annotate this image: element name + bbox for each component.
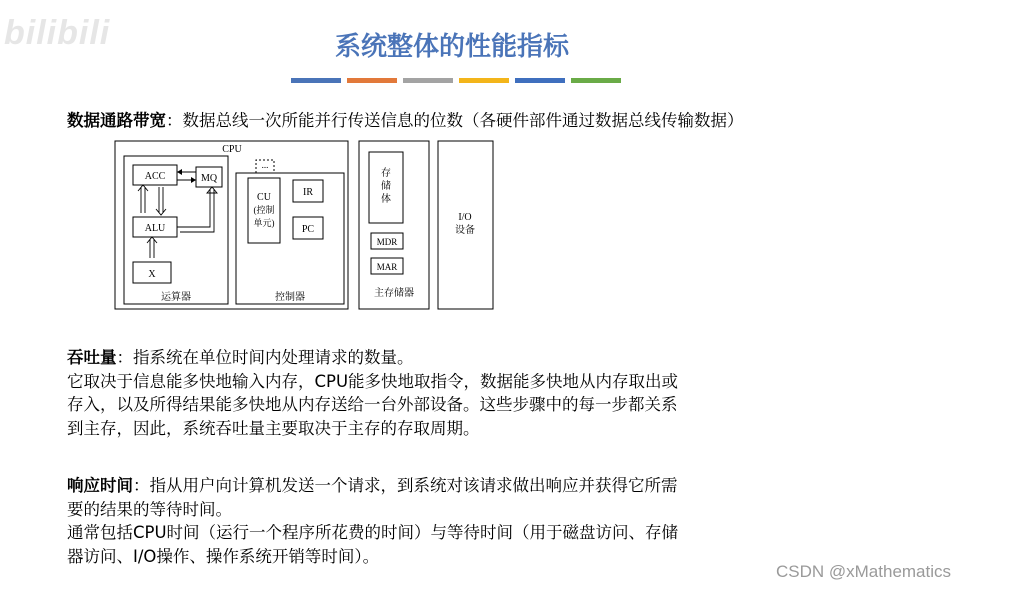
- computer-structure-diagram: [114, 138, 504, 313]
- throughput-line-3: 存入，以及所得结果能多快地从内存送给一台外部设备。这些步骤中的每一步都关系: [67, 395, 678, 414]
- control-unit-label: 控制器: [275, 292, 305, 303]
- cu-label-2: (控制: [253, 205, 275, 215]
- pc-label: PC: [301, 224, 315, 235]
- mq-alu-link: [177, 189, 210, 227]
- accent-bar: [515, 78, 565, 83]
- accent-bars: [291, 78, 621, 83]
- accent-bar: [459, 78, 509, 83]
- accent-bar: [291, 78, 341, 83]
- response-paragraph: [67, 474, 678, 568]
- accent-bar: [403, 78, 453, 83]
- cu-label-3: 单元): [253, 218, 275, 228]
- accent-bar: [347, 78, 397, 83]
- throughput-line-1: 指系统在单位时间内处理请求的数量。: [133, 348, 414, 367]
- bandwidth-colon: ：: [166, 111, 183, 130]
- response-line-1: 指从用户向计算机发送一个请求，到系统对该请求做出响应并获得它所需: [149, 476, 678, 495]
- alu-label: ALU: [144, 223, 166, 234]
- mq-label: MQ: [200, 173, 218, 184]
- x-alu-arrow: [147, 237, 157, 258]
- bilibili-watermark: bilibili: [4, 14, 111, 52]
- ir-label: IR: [303, 187, 313, 198]
- io-label-1: I/O: [458, 212, 472, 223]
- mdr-label: MDR: [376, 237, 398, 247]
- alu-acc-arrow: [156, 187, 166, 215]
- storage-label-3: 体: [381, 194, 391, 205]
- page-title: 系统整体的性能指标: [334, 32, 569, 62]
- response-line-2: 要的结果的等待时间。: [67, 499, 232, 519]
- response-line-3: 通常包括CPU时间（运行一个程序所花费的时间）与等待时间（用于磁盘访问、存储: [67, 523, 679, 542]
- control-unit-box: [236, 173, 344, 304]
- csdn-watermark: CSDN @xMathematics: [776, 562, 952, 581]
- storage-label-1: 存: [381, 168, 391, 179]
- response-line-4: 器访问、I/O操作、操作系统开销等时间）。: [67, 546, 380, 566]
- main-memory-label: 主存储器: [374, 288, 414, 299]
- acc-alu-arrow: [138, 185, 148, 213]
- arrowhead-acc: [177, 169, 182, 175]
- x-label: X: [148, 269, 156, 280]
- bandwidth-term: 数据通路带宽: [67, 111, 166, 130]
- accent-bar: [571, 78, 621, 83]
- response-colon: ：: [133, 476, 150, 495]
- storage-label-2: 储: [381, 181, 391, 192]
- acc-label: ACC: [144, 171, 166, 182]
- mar-label: MAR: [376, 262, 398, 272]
- arrowhead-mq: [191, 177, 196, 183]
- mq-arrowhead: [207, 187, 217, 193]
- ellipsis-glyph: ...: [261, 160, 269, 170]
- throughput-paragraph: [67, 346, 678, 440]
- cpu-label: CPU: [222, 144, 242, 155]
- throughput-colon: ：: [116, 348, 133, 367]
- cu-label-1: CU: [257, 192, 271, 203]
- throughput-term: 吞吐量: [67, 348, 117, 367]
- bandwidth-paragraph: [67, 109, 744, 133]
- throughput-line-4: 到主存，因此，系统吞吐量主要取决于主存的存取周期。: [67, 418, 480, 438]
- bandwidth-text: 数据总线一次所能并行传送信息的位数（各硬件部件通过数据总线传输数据）: [182, 111, 744, 130]
- response-term: 响应时间: [67, 476, 133, 495]
- arithmetic-unit-label: 运算器: [161, 292, 191, 303]
- mq-alu-link-2: [180, 189, 214, 232]
- throughput-line-2: 它取决于信息能多快地输入内存，CPU能多快地取指令，数据能多快地从内存取出或: [67, 371, 679, 391]
- io-label-2: 设备: [455, 225, 475, 236]
